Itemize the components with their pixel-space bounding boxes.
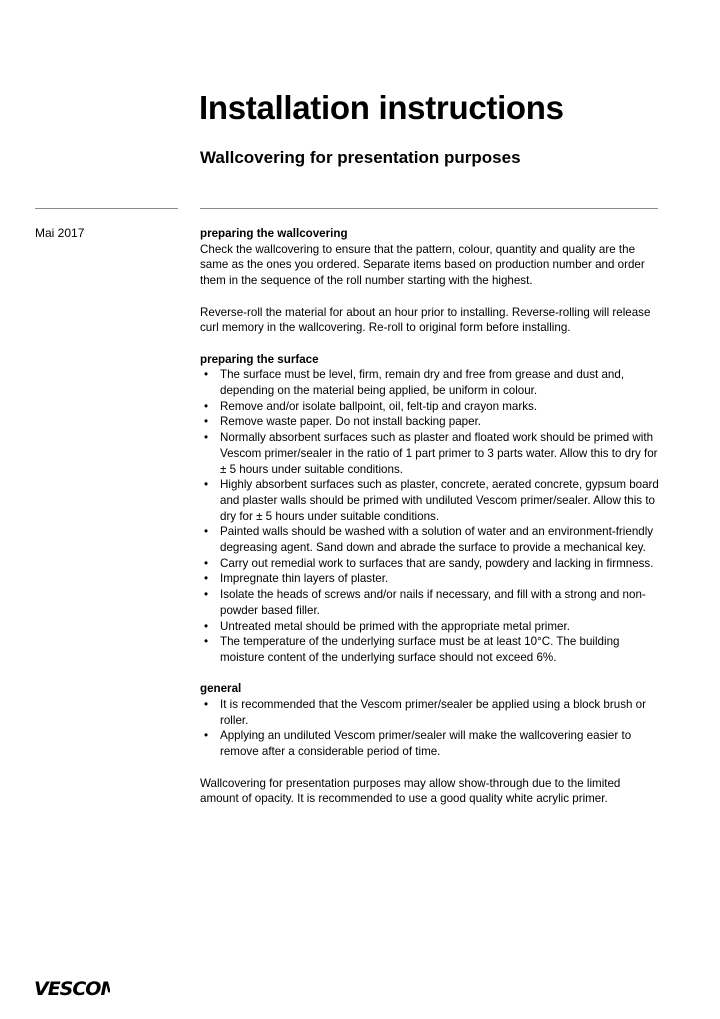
bullet-icon: • xyxy=(203,556,209,570)
list-item-text: Carry out remedial work to surfaces that are sandy, powdery and lacking in firmness. xyxy=(220,556,654,570)
section-preparing-wallcovering xyxy=(200,226,662,336)
list-item-text: Impregnate thin layers of plaster. xyxy=(220,572,389,586)
list-item-text: The temperature of the underlying surface must be at least 10°C. The building moisture content of the underlying surface should not exceed 6%. xyxy=(220,635,620,664)
list-item-text: The surface must be level, firm, remain dry and free from grease and dust and, depending on the material being applied, be uniform in colour. xyxy=(220,368,625,397)
list-item xyxy=(200,414,662,430)
vescom-logo xyxy=(34,977,110,1004)
bullet-icon: • xyxy=(203,478,209,492)
list-item xyxy=(200,399,662,415)
section-heading: preparing the surface xyxy=(200,352,319,366)
bullet-icon: • xyxy=(203,698,209,712)
list-item xyxy=(200,728,662,759)
logo-wordmark: VESCOM xyxy=(34,978,110,999)
list-item-text: Highly absorbent surfaces such as plaster, concrete, aerated concrete, gypsum board and plaster walls should be primed with undiluted Vescom primer/sealer. Allow this to dry for ± 5 hours under suitable conditions. xyxy=(220,478,659,523)
bullet-icon: • xyxy=(203,619,209,633)
bullet-icon: • xyxy=(203,572,209,586)
bullet-icon: • xyxy=(203,635,209,649)
page-title: Installation instructions xyxy=(199,89,564,126)
list-item-text: It is recommended that the Vescom primer/sealer be applied using a block brush or roller. xyxy=(220,698,646,727)
paragraph: Check the wallcovering to ensure that the pattern, colour, quantity and quality are the same as the ones you ordered. Separate items based on production number and order them in the sequence of the roll number starting with the highest. xyxy=(200,242,645,288)
list-item xyxy=(200,556,662,572)
list-item-text: Painted walls should be washed with a solution of water and an environment-friendly degreasing agent. Sand down and abrade the surface to provide a mechanical key. xyxy=(220,525,654,555)
list-item xyxy=(200,367,662,398)
list-item-text: Remove and/or isolate ballpoint, oil, felt-tip and crayon marks. xyxy=(220,399,538,413)
list-item-text: Applying an undiluted Vescom primer/sealer will make the wallcovering easier to remove after a considerable period of time. xyxy=(220,729,632,759)
section-heading: general xyxy=(200,682,242,696)
paragraph: Reverse-roll the material for about an hour prior to installing. Reverse-rolling will release curl memory in the wallcovering. Re-roll to original form before installing. xyxy=(200,305,651,335)
closing-paragraph: Wallcovering for presentation purposes may allow show-through due to the limited amount of opacity. It is recommended to use a good quality white acrylic primer. xyxy=(200,776,621,806)
list-item-text: Normally absorbent surfaces such as plaster and floated work should be primed with Vescom primer/sealer in the ratio of 1 part primer to 3 parts water. Allow this to dry for ± 5 hours under suitable conditions. xyxy=(220,431,658,476)
document-date: Mai 2017 xyxy=(35,226,85,240)
list-item xyxy=(200,697,662,728)
general-list xyxy=(200,697,662,760)
list-item xyxy=(200,571,662,587)
section-heading: preparing the wallcovering xyxy=(200,227,348,240)
list-item xyxy=(200,587,662,618)
list-item xyxy=(200,430,662,477)
bullet-icon: • xyxy=(203,525,209,539)
list-item xyxy=(200,619,662,635)
section-preparing-surface xyxy=(200,352,662,666)
list-item xyxy=(200,524,662,555)
list-item-text: Untreated metal should be primed with the appropriate metal primer. xyxy=(220,619,570,633)
list-item xyxy=(200,477,662,524)
bullet-icon: • xyxy=(203,415,209,429)
list-item-text: Isolate the heads of screws and/or nails if necessary, and fill with a strong and non-powder based filler. xyxy=(220,588,646,617)
bullet-icon: • xyxy=(203,431,209,445)
divider-right xyxy=(200,208,658,209)
page-subtitle: Wallcovering for presentation purposes xyxy=(200,148,521,167)
list-item-text: Remove waste paper. Do not install backing paper. xyxy=(220,415,482,429)
list-item xyxy=(200,634,662,665)
bullet-icon: • xyxy=(203,399,209,413)
surface-list xyxy=(200,367,662,665)
divider-left xyxy=(35,208,178,209)
bullet-icon: • xyxy=(203,729,209,743)
vescom-logo-mark xyxy=(34,977,110,999)
section-general xyxy=(200,681,662,760)
instructions-body xyxy=(200,226,662,823)
bullet-icon: • xyxy=(203,588,209,602)
bullet-icon: • xyxy=(203,368,209,382)
